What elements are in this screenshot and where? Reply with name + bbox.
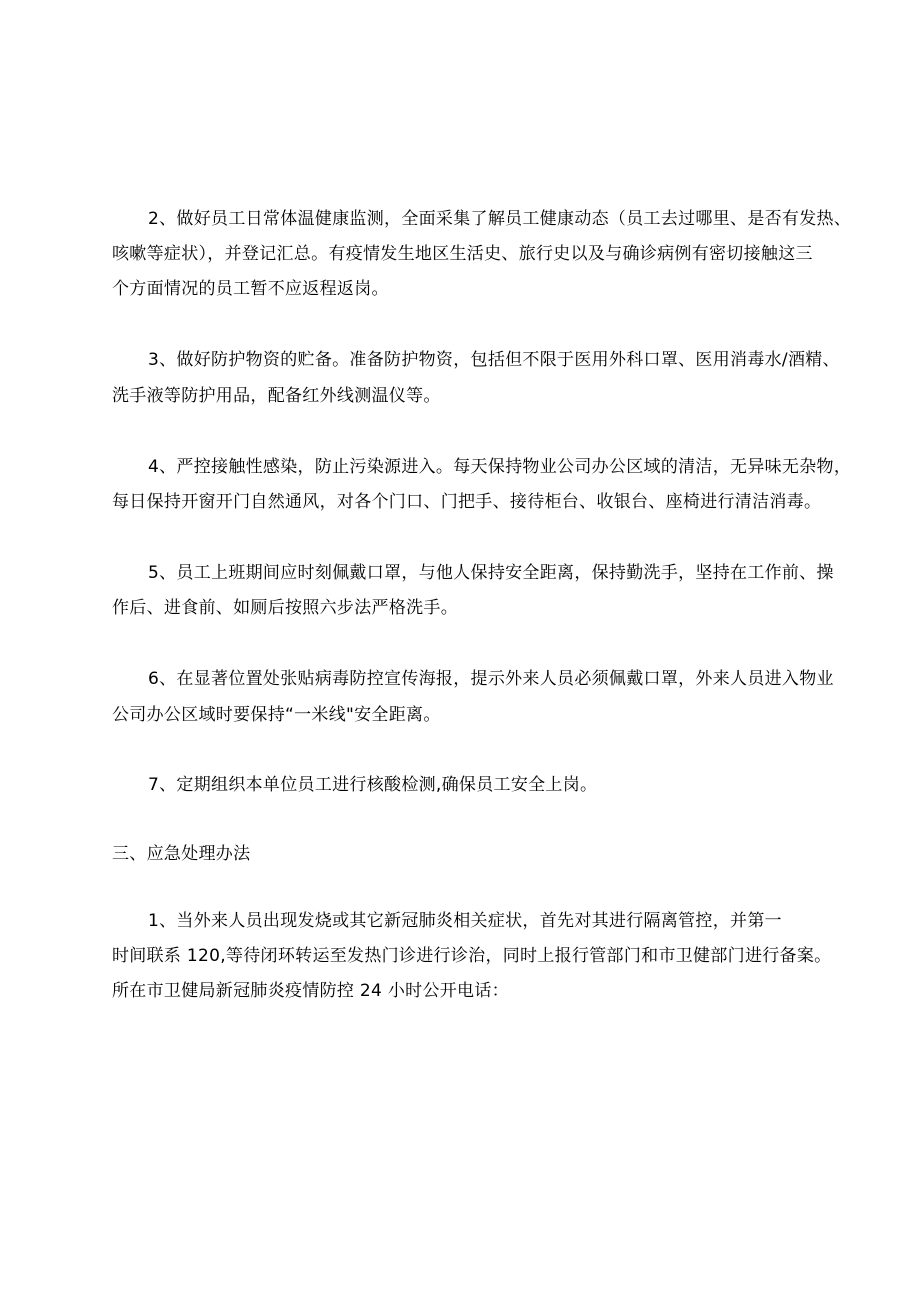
paragraph-2-line-2: 咳嗽等症状），并登记汇总。有疫情发生地区生活史、旅行史以及与确诊病例有密切接触这三 [112,244,813,264]
section-heading-emergency: 三、应急处理办法 [112,844,251,864]
paragraph-4-line-2: 每日保持开窗开门自然通风，对各个门口、门把手、接待柜台、收银台、座椅进行清洁消毒。 [112,492,822,512]
paragraph-6-line-2: 公司办公区域时要保持“一米线"安全距离。 [112,705,441,725]
paragraph-3-line-1: 3、做好防护物资的贮备。准备防护物资，包括但不限于医用外科口罩、医用消毒水/酒精、 [148,350,840,370]
emergency-paragraph-line-3: 所在市卫健局新冠肺炎疫情防控 24 小时公开电话： [112,981,509,1001]
paragraph-5-line-2: 作后、进食前、如厕后按照六步法严格洗手。 [112,598,458,618]
paragraph-3-line-2: 洗手液等防护用品，配备红外线测温仪等。 [112,386,441,406]
paragraph-6-line-1: 6、在显著位置处张贴病毒防控宣传海报，提示外来人员必须佩戴口罩，外来人员进入物业 [148,669,834,689]
emergency-paragraph-line-2: 时间联系 120,等待闭环转运至发热门诊进行诊治，同时上报行管部门和市卫健部门进行备案。 [112,946,832,966]
paragraph-2-line-3: 个方面情况的员工暂不应返程返岗。 [112,279,389,299]
paragraph-4-line-1: 4、严控接触性感染，防止污染源进入。每天保持物业公司办公区域的清洁，无异味无杂物， [148,457,852,477]
paragraph-5-line-1: 5、员工上班期间应时刻佩戴口罩，与他人保持安全距离，保持勤洗手，坚持在工作前、操 [148,563,834,583]
paragraph-2-line-1: 2、做好员工日常体温健康监测，全面采集了解员工健康动态（员工去过哪里、是否有发热、 [148,209,852,229]
emergency-paragraph-line-1: 1、当外来人员出现发烧或其它新冠肺炎相关症状，首先对其进行隔离管控，并第一 [148,911,782,931]
paragraph-7-line-1: 7、定期组织本单位员工进行核酸检测,确保员工安全上岗。 [148,775,598,795]
